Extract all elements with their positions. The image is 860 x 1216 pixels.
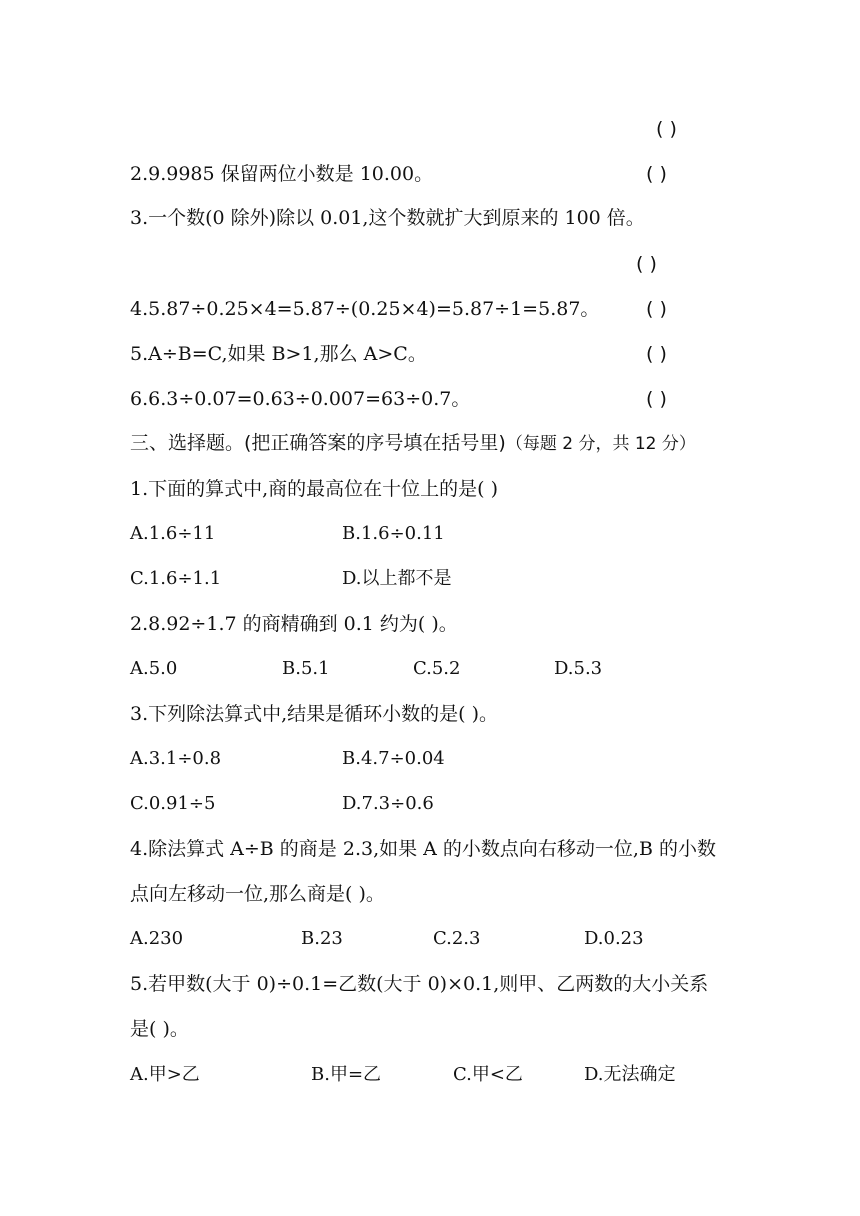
answer-paren-j3: ( ) [636, 253, 657, 275]
q4-option-d: D.0.23 [584, 928, 644, 949]
q5-option-d: D.无法确定 [584, 1064, 676, 1085]
question-4-stem-cont: 点向左移动一位,那么商是( )。 [130, 883, 385, 905]
judge-item-3: 3.一个数(0 除外)除以 0.01,这个数就扩大到原来的 100 倍。 [130, 207, 645, 229]
judge-item-4: 4.5.87÷0.25×4=5.87÷(0.25×4)=5.87÷1=5.87。 [130, 298, 600, 320]
question-1-stem: 1.下面的算式中,商的最高位在十位上的是( ) [130, 478, 499, 500]
q5-option-b: B.甲=乙 [311, 1064, 382, 1085]
section-3-heading [130, 430, 696, 457]
question-3-stem: 3.下列除法算式中,结果是循环小数的是( )。 [130, 703, 499, 725]
q3-option-a: A.3.1÷0.8 [130, 748, 222, 769]
judge-item-6: 6.6.3÷0.07=0.63÷0.007=63÷0.7。 [130, 388, 471, 410]
q1-option-b: B.1.6÷0.11 [342, 523, 445, 544]
answer-paren-j5: ( ) [646, 343, 667, 365]
answer-paren-j1: ( ) [656, 118, 677, 140]
q2-option-a: A.5.0 [130, 658, 178, 679]
q4-option-b: B.23 [301, 928, 343, 949]
section-3-score-note: （每题 2 分，共 12 分） [505, 434, 696, 454]
q1-option-c: C.1.6÷1.1 [130, 568, 222, 589]
q2-option-d: D.5.3 [554, 658, 603, 679]
answer-paren-j6: ( ) [646, 388, 667, 410]
q1-option-d: D.以上都不是 [342, 568, 452, 589]
question-5-stem-cont: 是( )。 [130, 1018, 189, 1040]
q5-option-a: A.甲>乙 [130, 1064, 200, 1085]
question-5-stem: 5.若甲数(大于 0)÷0.1=乙数(大于 0)×0.1,则甲、乙两数的大小关系 [130, 973, 709, 995]
q3-option-c: C.0.91÷5 [130, 793, 216, 814]
q2-option-c: C.5.2 [413, 658, 461, 679]
question-4-stem: 4.除法算式 A÷B 的商是 2.3,如果 A 的小数点向右移动一位,B 的小数 [130, 838, 716, 860]
q4-option-a: A.230 [130, 928, 184, 949]
q1-option-a: A.1.6÷11 [130, 523, 216, 544]
q5-option-c: C.甲<乙 [453, 1064, 523, 1085]
answer-paren-j4: ( ) [646, 298, 667, 320]
q3-option-d: D.7.3÷0.6 [342, 793, 434, 814]
judge-item-5: 5.A÷B=C,如果 B>1,那么 A>C。 [130, 343, 427, 365]
section-3-title: 三、选择题。(把正确答案的序号填在括号里) [130, 432, 506, 454]
q3-option-b: B.4.7÷0.04 [342, 748, 445, 769]
q4-option-c: C.2.3 [433, 928, 481, 949]
answer-paren-j2: ( ) [646, 163, 667, 185]
question-2-stem: 2.8.92÷1.7 的商精确到 0.1 约为( )。 [130, 613, 458, 635]
q2-option-b: B.5.1 [282, 658, 330, 679]
judge-item-2: 2.9.9985 保留两位小数是 10.00。 [130, 163, 434, 185]
